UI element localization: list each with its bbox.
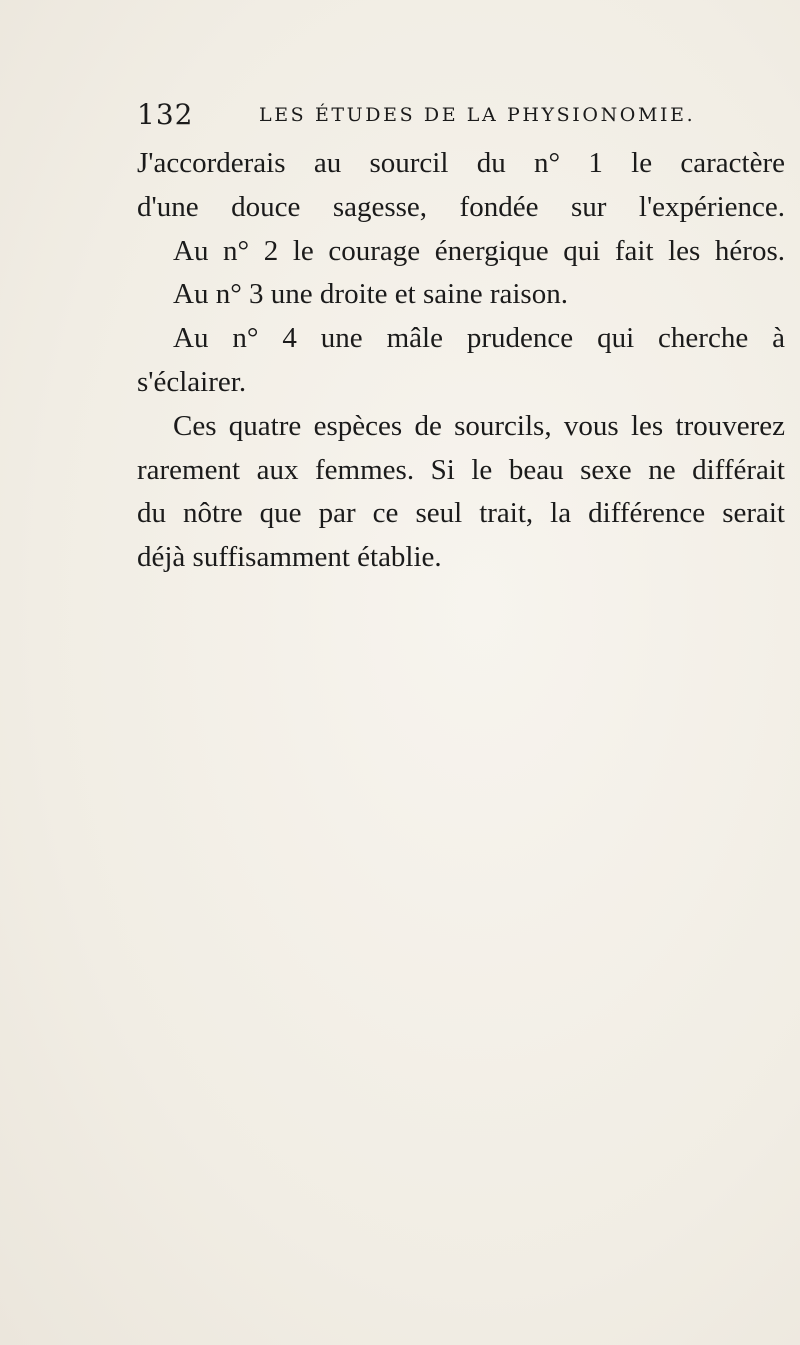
text-line: Ces quatre espèces de sourcils, vous les trouverez <box>173 409 785 442</box>
running-head: LES ÉTUDES DE LA PHYSIONOMIE. <box>259 104 696 126</box>
text-line: Au n° 3 une droite et saine raison. <box>173 278 568 311</box>
text-line: d'une douce sagesse, fondée sur l'expérience. <box>137 190 785 223</box>
text-line: Au n° 4 une mâle prudence qui cherche à <box>173 322 785 355</box>
text-line: s'éclairer. <box>137 365 247 398</box>
text-line: du nôtre que par ce seul trait, la différence serait <box>137 497 785 530</box>
page-number: 132 <box>137 98 194 131</box>
text-line: déjà suffisamment établie. <box>137 541 442 574</box>
text-line: rarement aux femmes. Si le beau sexe ne différait <box>137 453 785 486</box>
text-line: Au n° 2 le courage énergique qui fait les héros. <box>173 234 785 267</box>
body-text <box>137 142 785 580</box>
text-line: J'accorderais au sourcil du n° 1 le caractère <box>137 147 785 179</box>
page-header <box>137 96 782 136</box>
